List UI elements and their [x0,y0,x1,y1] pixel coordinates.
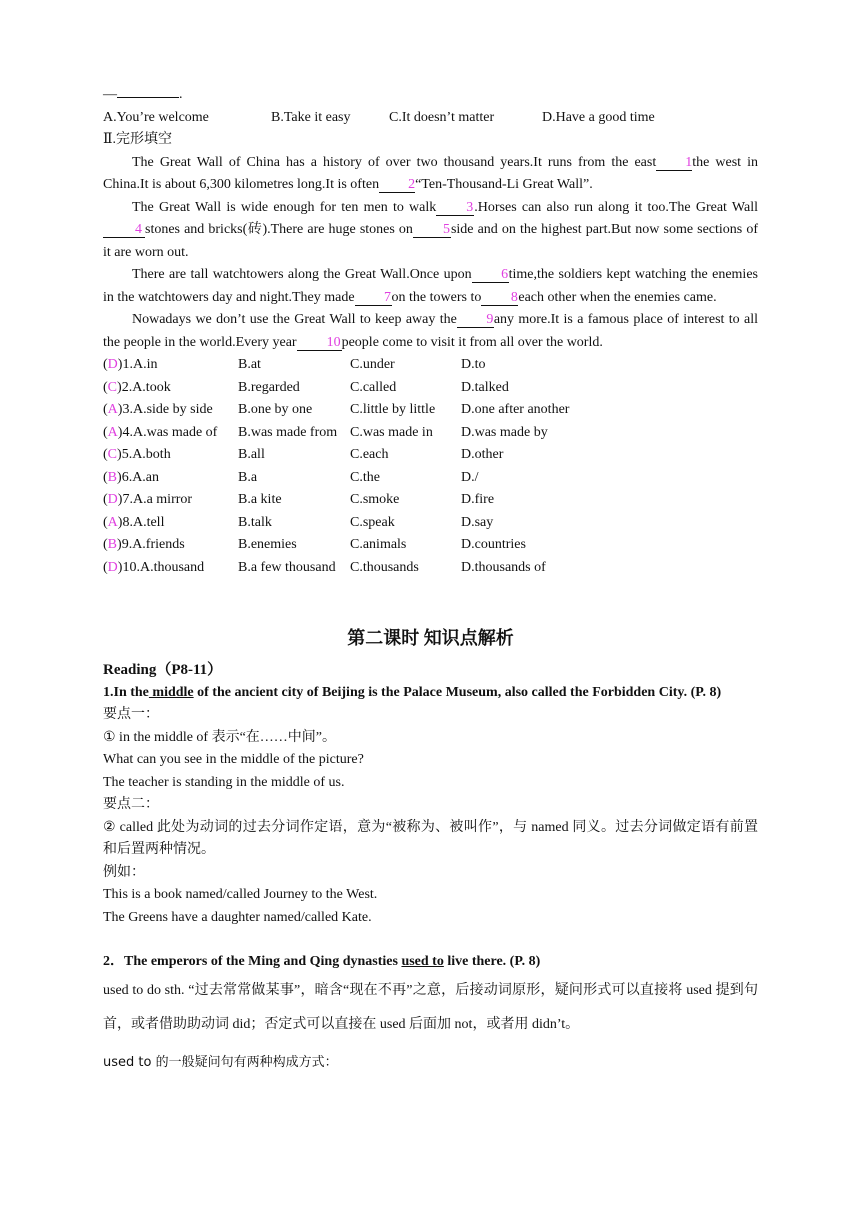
option-d: D.Have a good time [542,109,655,125]
dash: — [103,87,117,102]
option-b-cell: B.a few thousand [238,559,336,575]
option-c-cell: C.thousands [350,559,419,575]
option-b-cell: B.a [238,469,258,485]
option-b-cell: B.all [238,447,265,462]
document-page [103,84,758,1074]
option-a: A.You’re welcome [103,109,209,125]
answer-blank-line [103,84,758,107]
top-options [103,107,758,130]
blank-1: 1 [656,155,692,171]
option-d-cell: D.to [461,357,486,372]
option-b-cell: B.enemies [238,537,297,552]
option-d-cell: D.one after another [461,402,570,417]
answer-letter: A [107,402,118,417]
option-c-cell: C.called [350,379,397,395]
answer-letter: C [107,379,118,395]
passage-paragraph-3: There are tall watchtowers along the Great Wall.Once upon 6time,the soldiers kept watching the enemies in the watchtowers day and night.They made 7on the towers to 8each other when the enemies came. [103,267,758,305]
point-2-text: ② called 此处为动词的过去分词作定语，意为“被称为、被叫作”，与 named 同义。过去分词做定语有前置和后置两种情况。 [103,819,758,857]
passage-paragraph-2: The Great Wall is wide enough for ten men to walk 3.Horses can also run along it too.The Great Wall4 stones and bricks(砖).There are huge stones on 5side and on the highest part.But now some sections of it are worn out. [103,199,758,260]
option-b-cell: B.one by one [238,402,313,417]
point-1-sentence: 1.In the middle of the ancient city of Beijing is the Palace Museum, also called the Forbidden City. (P. 8) [103,684,722,700]
question-row [103,377,758,400]
option-a-cell: (D)7.A.a mirror [103,489,238,512]
example-head: 例如： [103,864,145,880]
option-c-cell: C.was made in [350,424,433,440]
option-b-cell: B.talk [238,514,272,530]
answer-letter: C [107,447,118,462]
question-row [103,444,758,467]
option-d-cell: D.fire [461,492,495,507]
question-row [103,467,758,490]
question-row [103,422,758,445]
option-c-cell: C.little by little [350,402,436,417]
question-row [103,534,758,557]
question-list [103,354,758,579]
option-c-cell: C.under [350,357,395,372]
blank-6: 6 [472,267,509,283]
option-b: B.Take it easy [271,109,351,125]
period: . [179,87,183,102]
option-b-cell: B.a kite [238,492,282,507]
option-d-cell: D.was made by [461,424,548,440]
used-to-explanation: used to do sth. “过去常常做某事”，暗含“现在不再”之意，后接动词原形，疑问形式可以直接将 used 提到句首，或者借助助动词 did；否定式可以直接在 used 后面加 not，或者用 didn’t。 [103,982,758,1032]
option-d-cell: D.thousands of [461,559,546,575]
blank-5: 5 [413,222,451,238]
question-row [103,399,758,422]
option-c-cell: C.animals [350,537,407,552]
blank-8: 8 [481,290,518,306]
section-heading: Ⅱ.完形填空 [103,132,173,147]
option-c: C.It doesn’t matter [389,109,495,125]
option-c-cell: C.the [350,469,380,485]
point-1-head: 要点一： [103,707,159,722]
option-c-cell: C.smoke [350,492,400,507]
option-a-cell: (D)10.A.thousand [103,557,238,580]
option-a-cell: (B)6.A.an [103,467,238,490]
option-d-cell: D.say [461,514,494,530]
option-a-cell: (D)1.A.in [103,354,238,377]
example-1: What can you see in the middle of the picture? [103,752,364,767]
passage-paragraph-4: Nowadays we don’t use the Great Wall to keep away the 9any more.It is a famous place of interest to all the people in the world.Every year 10people come to visit it from all over the world. [103,312,758,350]
option-a-cell: (A)8.A.tell [103,512,238,535]
blank-10: 10 [297,335,342,351]
option-c-cell: C.each [350,447,389,462]
option-a-cell: (B)9.A.friends [103,534,238,557]
option-a-cell: (A)3.A.side by side [103,399,238,422]
option-d-cell: D.countries [461,537,526,552]
blank-3: 3 [436,200,474,216]
blank-2: 2 [379,177,415,193]
option-b-cell: B.at [238,357,261,372]
page-title: 第二课时 知识点解析 [347,628,514,648]
point-2-head: 要点二： [103,797,159,812]
option-a-cell: (A)4.A.was made of [103,422,238,445]
question-row [103,557,758,580]
option-a-cell: (C)5.A.both [103,444,238,467]
option-b-cell: B.regarded [238,379,300,395]
blank-9: 9 [457,312,494,328]
question-row [103,354,758,377]
example-3: This is a book named/called Journey to the West. [103,887,378,902]
blank-4: 4 [103,222,145,238]
option-c-cell: C.speak [350,514,395,530]
answer-letter: B [107,469,118,485]
option-a-cell: (C)2.A.took [103,377,238,400]
answer-letter: B [107,537,118,552]
answer-letter: D [107,559,118,575]
point-1-text: ① in the middle of 表示“在……中间”。 [103,729,337,745]
answer-letter: D [107,492,118,507]
answer-letter: A [107,424,118,440]
blank-7: 7 [355,290,392,306]
point-2-sentence: 2．The emperors of the Ming and Qing dynasties used to live there. (P. 8) [103,954,541,969]
passage-paragraph-1: The Great Wall of China has a history of over two thousand years.It runs from the east 1the west in China.It is about 6,300 kilometres long.It is often 2“Ten-Thousand-Li Great Wall”. [103,154,759,192]
reading-heading: Reading（P8-11） [103,662,223,678]
question-row [103,489,758,512]
option-d-cell: D.other [461,447,504,462]
answer-letter: A [107,514,118,530]
answer-letter: D [107,357,118,372]
example-2: The teacher is standing in the middle of us. [103,774,345,790]
option-d-cell: D./ [461,469,479,485]
used-to-question-forms: used to 的一般疑问句有两种构成方式： [103,1054,338,1070]
question-row [103,512,758,535]
answer-blank [117,97,179,98]
option-d-cell: D.talked [461,379,509,395]
example-4: The Greens have a daughter named/called Kate. [103,909,372,925]
option-b-cell: B.was made from [238,424,338,440]
